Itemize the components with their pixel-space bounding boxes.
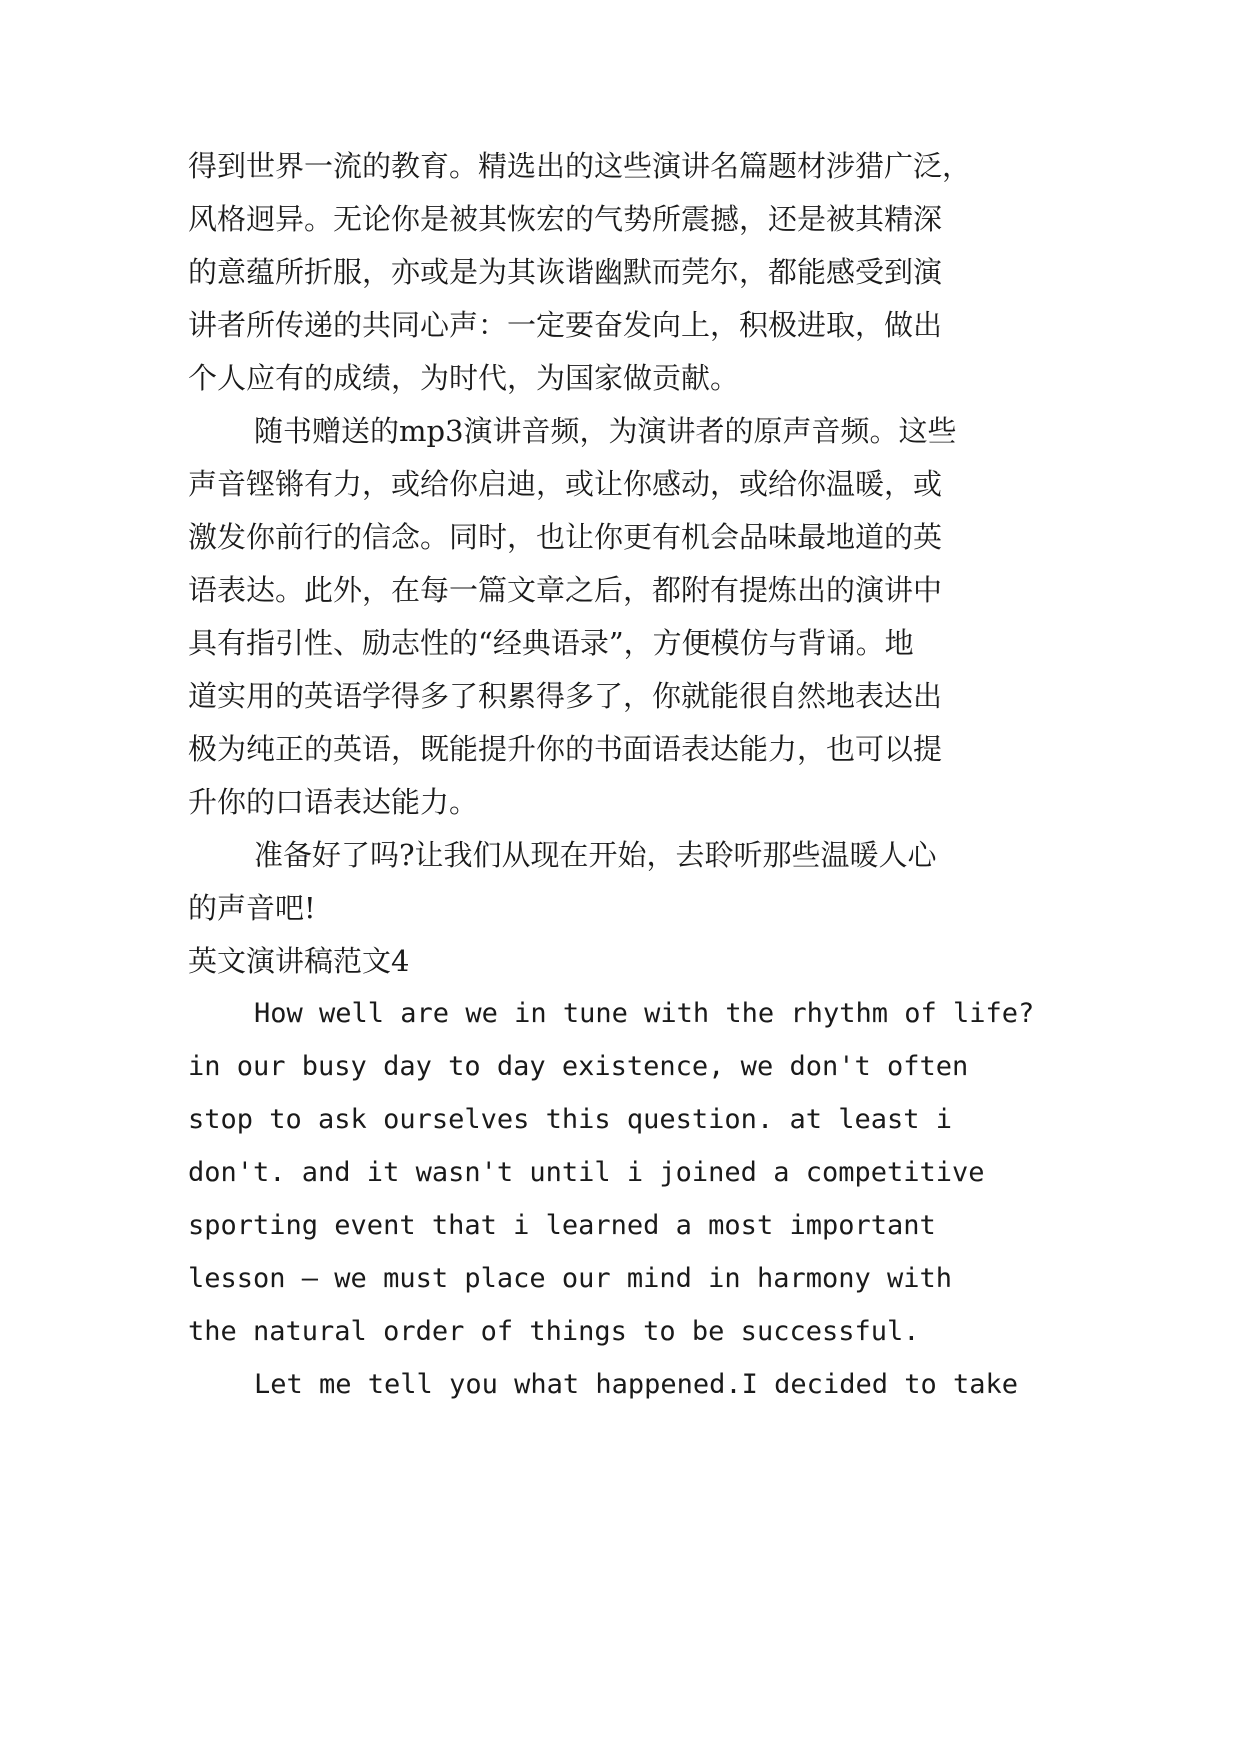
paragraph-2-line-1: 随书赠送的mp3演讲音频，为演讲者的原声音频。这些 <box>254 414 957 448</box>
paragraph-2-line-8: 升你的口语表达能力。 <box>188 785 479 819</box>
paragraph-4-line-6: lesson – we must place our mind in harmony with <box>188 1263 953 1294</box>
paragraph-4-line-5: sporting event that i learned a most important <box>188 1210 936 1241</box>
paragraph-4-line-1: How well are we in tune with the rhythm of life? <box>254 998 1035 1029</box>
paragraph-4-line-2: in our busy day to day existence, we don't often <box>188 1051 969 1082</box>
paragraph-2-line-2: 声音铿锵有力，或给你启迪，或让你感动，或给你温暖，或 <box>188 467 943 501</box>
paragraph-1-line-4: 讲者所传递的共同心声：一定要奋发向上，积极进取，做出 <box>188 308 943 342</box>
paragraph-2-line-5: 具有指引性、励志性的“经典语录”，方便模仿与背诵。地 <box>188 626 914 660</box>
paragraph-2-line-6: 道实用的英语学得多了积累得多了，你就能很自然地表达出 <box>188 679 943 713</box>
paragraph-5-line-1: Let me tell you what happened.I decided to take <box>254 1369 1019 1400</box>
paragraph-2-line-4: 语表达。此外，在每一篇文章之后，都附有提炼出的演讲中 <box>188 573 943 607</box>
paragraph-2-line-7: 极为纯正的英语，既能提升你的书面语表达能力，也可以提 <box>188 732 943 766</box>
paragraph-4-line-4: don't. and it wasn't until i joined a competitive <box>188 1157 985 1188</box>
paragraph-1-line-2: 风格迥异。无论你是被其恢宏的气势所震撼，还是被其精深 <box>188 202 943 236</box>
section-heading: 英文演讲稿范文4 <box>188 944 410 978</box>
paragraph-2-line-3: 激发你前行的信念。同时，也让你更有机会品味最地道的英 <box>188 520 943 554</box>
paragraph-4-line-3: stop to ask ourselves this question. at least i <box>188 1104 953 1135</box>
paragraph-3-line-2: 的声音吧! <box>188 891 316 925</box>
paragraph-3-line-1: 准备好了吗?让我们从现在开始，去聆听那些温暖人心 <box>254 838 937 872</box>
paragraph-4-line-7: the natural order of things to be successful. <box>188 1316 920 1347</box>
paragraph-1-line-5: 个人应有的成绩，为时代，为国家做贡献。 <box>188 361 740 395</box>
paragraph-1-line-3: 的意蕴所折服，亦或是为其诙谐幽默而莞尔，都能感受到演 <box>188 255 943 289</box>
paragraph-1-line-1: 得到世界一流的教育。精选出的这些演讲名篇题材涉猎广泛， <box>188 149 972 183</box>
